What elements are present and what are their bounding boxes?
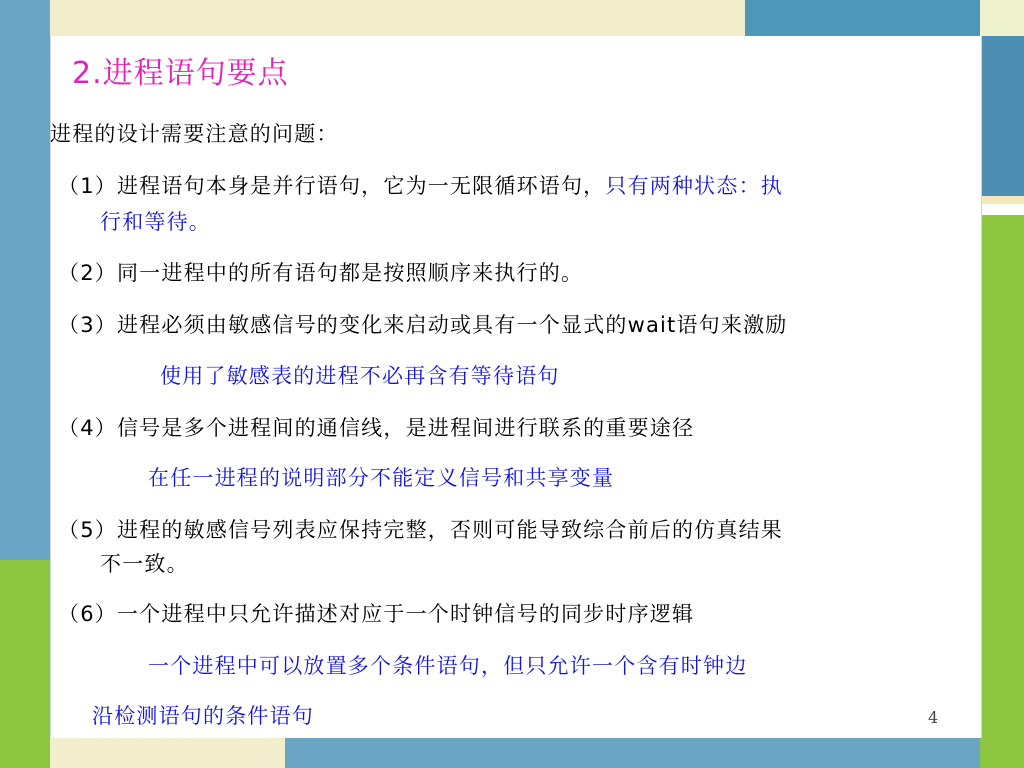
page-number: 4 (928, 708, 939, 727)
item-6-text: 一个进程中只允许描述对应于一个时钟信号的同步时序逻辑 (116, 602, 695, 626)
item-5-line-1 (58, 514, 783, 544)
top-decor-teal (745, 0, 980, 36)
right-decor-blue (980, 36, 1024, 196)
item-4-text: 信号是多个进程间的通信线，是进程间进行联系的重要途径 (116, 416, 695, 440)
item-1-line-1 (58, 170, 783, 200)
item-5-number: （5） (58, 518, 117, 542)
item-3-number: （3） (58, 313, 117, 337)
bottom-decor-cream (50, 738, 285, 768)
item-3-note: 使用了敏感表的进程不必再含有等待语句 (160, 364, 560, 388)
item-2 (58, 257, 583, 287)
item-3 (58, 309, 787, 339)
item-1-line-2: 行和等待。 (100, 210, 211, 234)
item-3-text: 进程必须由敏感信号的变化来启动或具有一个显式的wait语句来激励 (116, 313, 788, 337)
item-6 (58, 598, 694, 628)
item-5-text: 进程的敏感信号列表应保持完整，否则可能导致综合前后的仿真结果 (116, 518, 783, 542)
right-decor-stripe (980, 196, 1024, 204)
slide-title: 2.进程语句要点 (72, 56, 289, 91)
item-6-number: （6） (58, 602, 117, 626)
item-1-highlight: 只有两种状态：执 (605, 174, 783, 198)
right-decor-green (980, 215, 1024, 768)
item-5-line-2: 不一致。 (100, 552, 189, 576)
item-2-text: 同一进程中的所有语句都是按照顺序来执行的。 (116, 261, 584, 285)
item-6-note: 一个进程中可以放置多个条件语句，但只允许一个含有时钟边 (148, 654, 748, 678)
item-1-number: （1） (58, 174, 117, 198)
intro-text: 进程的设计需要注意的问题： (50, 122, 339, 146)
item-4 (58, 412, 694, 442)
item-4-number: （4） (58, 416, 117, 440)
right-decor-stripe-white (980, 204, 1024, 215)
item-1-text: 进程语句本身是并行语句，它为一无限循环语句， (116, 174, 606, 198)
item-6-note-cont: 沿检测语句的条件语句 (92, 704, 314, 728)
top-decor-band (50, 0, 745, 36)
item-4-note: 在任一进程的说明部分不能定义信号和共享变量 (148, 466, 615, 490)
bottom-decor-teal (285, 738, 980, 768)
left-decor-green (0, 560, 50, 768)
item-2-number: （2） (58, 261, 117, 285)
